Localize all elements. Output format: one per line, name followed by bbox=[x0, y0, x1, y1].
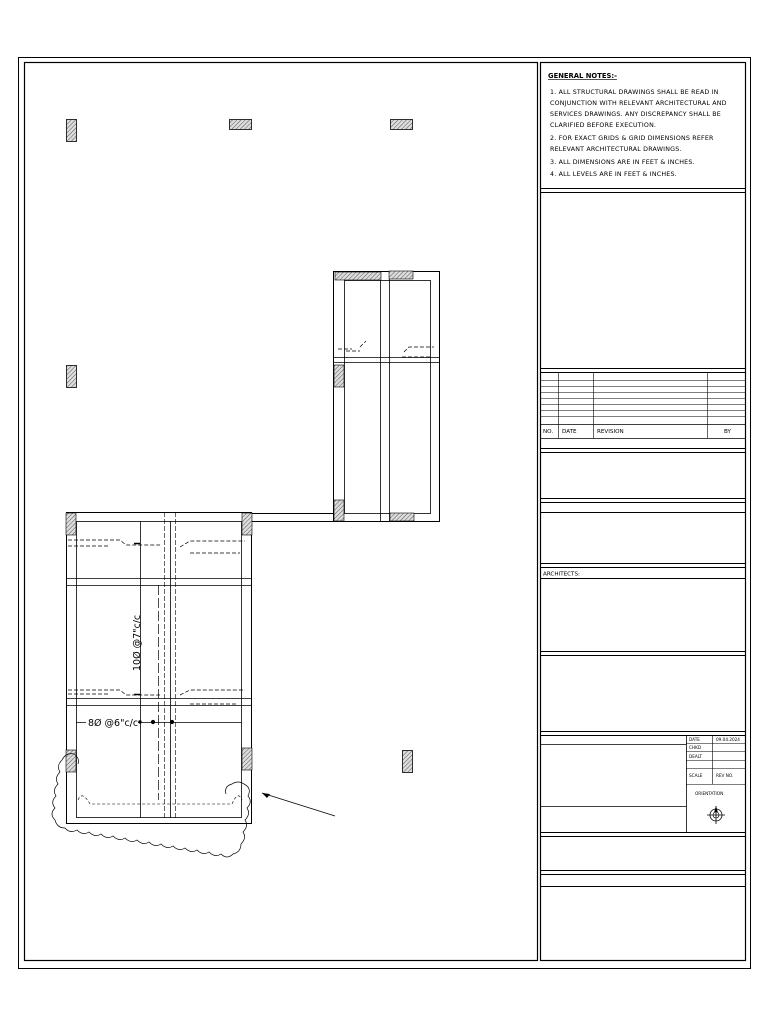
chkd-label: CHKD bbox=[689, 745, 702, 750]
rebar-label-horizontal: 8Ø @6"c/c bbox=[88, 718, 139, 729]
note-line: 1. ALL STRUCTURAL DRAWINGS SHALL BE READ IN bbox=[550, 89, 719, 96]
rev-col-date: DATE bbox=[562, 429, 577, 435]
column bbox=[391, 120, 413, 130]
compass-icon bbox=[707, 806, 725, 824]
note-line: CLARIFIED BEFORE EXECUTION. bbox=[550, 122, 657, 129]
note-line: 4. ALL LEVELS ARE IN FEET & INCHES. bbox=[550, 171, 677, 178]
rev-col-by: BY bbox=[724, 429, 731, 435]
date-value: 09.04.2024 bbox=[716, 737, 740, 742]
column bbox=[230, 120, 252, 130]
column bbox=[67, 366, 77, 388]
scale-value: REV NO. bbox=[716, 773, 734, 778]
title-block-border bbox=[541, 63, 746, 961]
connecting-beam bbox=[250, 514, 334, 522]
slab-panel-upper bbox=[333, 271, 440, 522]
note-line: RELEVANT ARCHITECTURAL DRAWINGS. bbox=[550, 146, 682, 153]
leader-arrow bbox=[262, 793, 270, 798]
note-line: 3. ALL DIMENSIONS ARE IN FEET & INCHES. bbox=[550, 159, 695, 166]
column bbox=[403, 751, 413, 773]
note-line: SERVICES DRAWINGS. ANY DISCREPANCY SHALL BE bbox=[550, 111, 721, 118]
column bbox=[67, 120, 77, 142]
column-markers bbox=[67, 120, 413, 773]
drawing-area-border bbox=[25, 63, 538, 961]
architects-label: ARCHITECTS: bbox=[543, 571, 580, 578]
dealt-label: DEALT bbox=[689, 754, 703, 759]
orientation-label: ORIENTATION bbox=[695, 791, 724, 796]
scale-label: SCALE bbox=[689, 773, 703, 778]
note-line: CONJUNCTION WITH RELEVANT ARCHITECTURAL AND bbox=[550, 100, 727, 107]
rev-col-no: NO. bbox=[543, 429, 554, 435]
general-notes-title: GENERAL NOTES:- bbox=[548, 72, 617, 80]
rebar-label-vertical: 10Ø @7"c/c bbox=[132, 614, 143, 671]
slab-panel-lower bbox=[66, 512, 252, 824]
date-label: DATE bbox=[689, 737, 700, 742]
leader-line bbox=[262, 793, 335, 816]
revision-table bbox=[540, 369, 746, 439]
revision-cloud bbox=[52, 754, 250, 857]
note-line: 2. FOR EXACT GRIDS & GRID DIMENSIONS REFER bbox=[550, 135, 714, 142]
notes-panel bbox=[540, 72, 746, 193]
rev-col-revision: REVISION bbox=[597, 429, 624, 435]
